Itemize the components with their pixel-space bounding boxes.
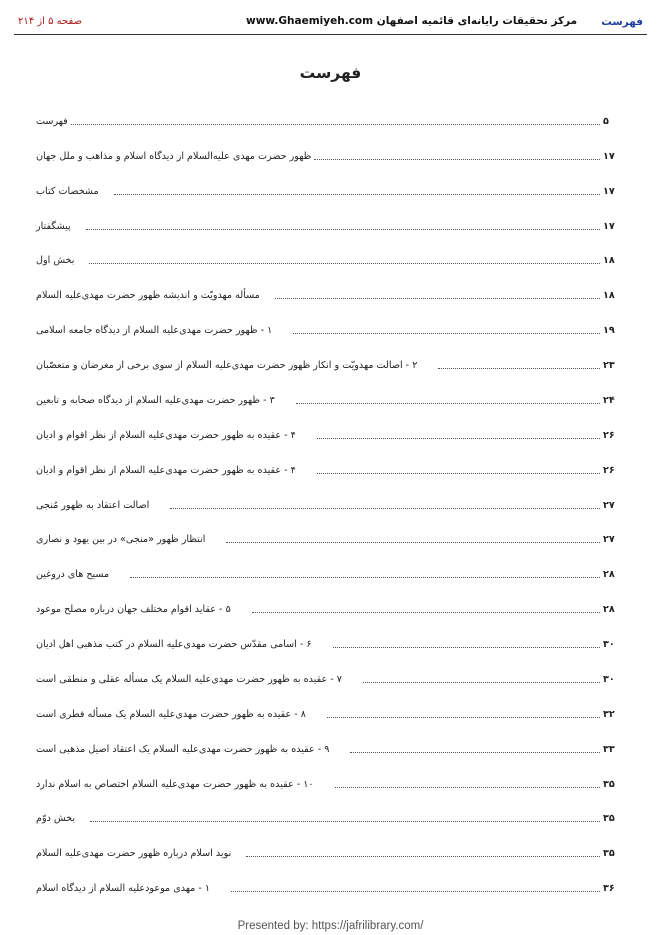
- toc-entry-title[interactable]: مسیح های دروغین: [36, 569, 110, 581]
- dot-leader: [317, 438, 600, 439]
- dot-leader: [90, 821, 600, 822]
- toc-entry[interactable]: [36, 348, 623, 383]
- toc-entry-title[interactable]: پیشگفتار: [36, 220, 71, 232]
- dot-leader: [314, 159, 600, 160]
- dot-leader: [350, 752, 600, 753]
- dot-leader: [293, 333, 600, 334]
- table-of-contents: [36, 104, 623, 906]
- toc-entry[interactable]: [36, 871, 623, 906]
- toc-entry[interactable]: [36, 627, 623, 662]
- toc-entry-page-number[interactable]: ۳۶: [603, 883, 615, 895]
- toc-entry-page-number[interactable]: ۲۷: [603, 534, 615, 546]
- toc-entry-page-number[interactable]: ۱۷: [603, 150, 615, 162]
- header-section-label: فهرست: [601, 16, 643, 28]
- toc-entry[interactable]: [36, 662, 623, 697]
- dot-leader: [246, 856, 600, 857]
- toc-entry-title[interactable]: ۴ - عقیده به ظهور حضرت مهدی‌علیه السلام از نظر اقوام و ادیان: [36, 464, 296, 476]
- dot-leader: [333, 647, 600, 648]
- toc-entry[interactable]: [36, 732, 623, 767]
- toc-entry-title[interactable]: ۳ - ظهور حضرت مهدی‌علیه السلام از دیدگاه صحابه و تابعین: [36, 394, 275, 406]
- toc-entry-page-number[interactable]: ۱۷: [603, 220, 615, 232]
- toc-entry-title[interactable]: ۲ - اصالت مهدویّت و انکار ظهور حضرت مهدی‌علیه السلام از سوی برخی از مغرضان و متعصّبان: [36, 360, 418, 372]
- dot-leader: [89, 263, 600, 264]
- toc-entry-page-number[interactable]: ۲۶: [603, 429, 615, 441]
- toc-entry[interactable]: [36, 209, 623, 244]
- toc-entry[interactable]: [36, 104, 623, 139]
- toc-entry-page-number[interactable]: ۲۸: [603, 569, 615, 581]
- page-title: فهرست: [299, 64, 362, 82]
- toc-entry-title[interactable]: ظهور حضرت مهدی علیه‌السلام از دیدگاه اسلام و مذاهب و ملل جهان: [36, 150, 312, 162]
- dot-leader: [335, 787, 600, 788]
- toc-entry-page-number[interactable]: ۱۸: [603, 290, 615, 302]
- page-header: [14, 10, 647, 35]
- toc-entry-title[interactable]: ۵ - عقاید اقوام مختلف جهان درباره مصلح موعود: [36, 604, 231, 616]
- toc-entry-page-number[interactable]: ۲۴: [603, 394, 615, 406]
- toc-entry[interactable]: [36, 523, 623, 558]
- header-site-line: مرکز تحقیقات رایانه‌ای قائمیه اصفهان www.Ghaemiyeh.com: [246, 15, 578, 27]
- toc-entry[interactable]: [36, 557, 623, 592]
- toc-entry-title[interactable]: ۱۰ - عقیده به ظهور حضرت مهدی‌علیه السلام اختصاص به اسلام ندارد: [36, 778, 314, 790]
- dot-leader: [130, 577, 600, 578]
- toc-entry-title[interactable]: انتظار ظهور «منجی» در بین یهود و نصاری: [36, 534, 206, 546]
- toc-entry[interactable]: [36, 244, 623, 279]
- dot-leader: [363, 682, 600, 683]
- toc-entry[interactable]: [36, 418, 623, 453]
- toc-entry[interactable]: [36, 383, 623, 418]
- footer-credit: Presented by: https://jafrilibrary.com/: [237, 920, 424, 932]
- toc-entry-title[interactable]: فهرست: [36, 115, 68, 127]
- toc-entry[interactable]: [36, 139, 623, 174]
- toc-entry[interactable]: [36, 313, 623, 348]
- toc-entry[interactable]: [36, 836, 623, 871]
- toc-entry-title[interactable]: نوید اسلام درباره ظهور حضرت مهدی‌علیه السلام: [36, 848, 232, 860]
- toc-entry-title[interactable]: ۶ - اسامی مقدّس حضرت مهدی‌علیه السلام در کتب مذهبی اهل ادیان: [36, 639, 312, 651]
- dot-leader: [170, 508, 600, 509]
- toc-entry-page-number[interactable]: ۳۳: [603, 743, 615, 755]
- toc-entry-title[interactable]: ۱ - مهدی موعودعلیه السلام از دیدگاه اسلام: [36, 883, 211, 895]
- toc-entry[interactable]: [36, 174, 623, 209]
- toc-entry-page-number[interactable]: ۲۷: [603, 499, 615, 511]
- toc-entry[interactable]: [36, 453, 623, 488]
- dot-leader: [438, 368, 600, 369]
- dot-leader: [327, 717, 600, 718]
- dot-leader: [275, 298, 600, 299]
- dot-leader: [317, 473, 600, 474]
- toc-entry-page-number[interactable]: ۲۳: [603, 360, 615, 372]
- toc-entry-title[interactable]: ۹ - عقیده به ظهور حضرت مهدی‌علیه السلام یک اعتقاد اصیل مذهبی است: [36, 743, 330, 755]
- toc-entry[interactable]: [36, 278, 623, 313]
- toc-entry-page-number[interactable]: ۱۷: [603, 185, 615, 197]
- toc-entry-title[interactable]: مشخصات کتاب: [36, 185, 99, 197]
- toc-entry-page-number[interactable]: ۳۵: [603, 848, 615, 860]
- toc-entry-title[interactable]: ۴ - عقیده به ظهور حضرت مهدی‌علیه السلام از نظر اقوام و ادیان: [36, 429, 296, 441]
- toc-entry-page-number[interactable]: ۱۸: [603, 255, 615, 267]
- toc-entry[interactable]: [36, 488, 623, 523]
- toc-entry-page-number[interactable]: ۱۹: [603, 325, 615, 337]
- toc-entry-title[interactable]: بخش اول: [36, 255, 75, 267]
- toc-entry-title[interactable]: مسأله مهدویّت و اندیشه ظهور حضرت مهدی‌علیه السلام: [36, 290, 260, 302]
- dot-leader: [71, 124, 600, 125]
- dot-leader: [296, 403, 600, 404]
- dot-leader: [226, 542, 600, 543]
- toc-entry[interactable]: [36, 697, 623, 732]
- toc-entry-title[interactable]: ۱ - ظهور حضرت مهدی‌علیه السلام از دیدگاه جامعه اسلامی: [36, 325, 273, 337]
- toc-entry-page-number[interactable]: ۲۶: [603, 464, 615, 476]
- dot-leader: [86, 229, 600, 230]
- toc-entry-page-number[interactable]: ۲۸: [603, 604, 615, 616]
- toc-entry-title[interactable]: اصالت اعتقاد به ظهور مُنجی: [36, 499, 150, 511]
- toc-entry-title[interactable]: ۸ - عقیده به ظهور حضرت مهدی‌علیه السلام یک مسأله فطری است: [36, 708, 306, 720]
- dot-leader: [231, 891, 600, 892]
- header-page-info: صفحه ۵ از ۲۱۴: [18, 16, 83, 27]
- toc-entry-page-number[interactable]: ۳۰: [603, 673, 615, 685]
- toc-entry-page-number[interactable]: ۳۵: [603, 813, 615, 825]
- toc-entry-title[interactable]: بخش دوّم: [36, 813, 75, 825]
- toc-entry[interactable]: [36, 592, 623, 627]
- toc-entry-page-number[interactable]: ۳۵: [603, 778, 615, 790]
- toc-entry-title[interactable]: ۷ - عقیده به ظهور حضرت مهدی‌علیه السلام یک مسأله عقلی و منطقی است: [36, 673, 342, 685]
- toc-entry-page-number[interactable]: ۳۲: [603, 708, 615, 720]
- toc-entry-page-number[interactable]: ۵: [603, 115, 609, 127]
- toc-entry-page-number[interactable]: ۳۰: [603, 639, 615, 651]
- dot-leader: [252, 612, 600, 613]
- toc-entry[interactable]: [36, 767, 623, 802]
- toc-entry[interactable]: [36, 802, 623, 837]
- dot-leader: [114, 194, 600, 195]
